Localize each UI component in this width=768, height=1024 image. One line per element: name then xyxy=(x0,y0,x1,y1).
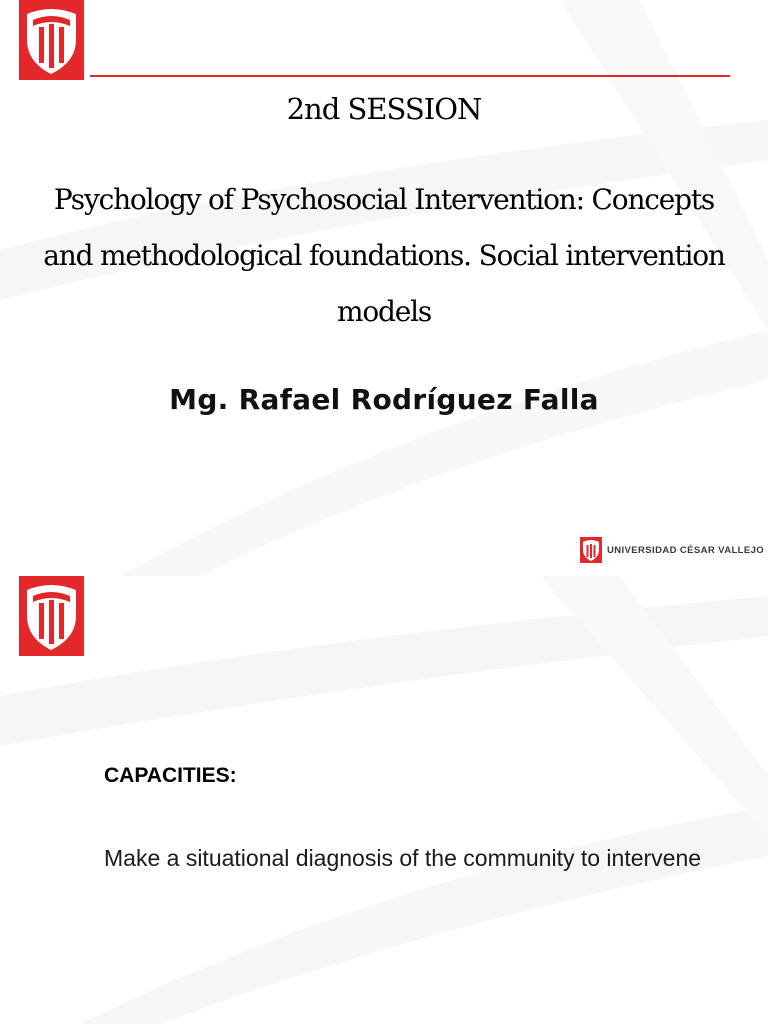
capacities-heading: CAPACITIES: xyxy=(104,764,237,787)
capacities-body: Make a situational diagnosis of the community to intervene xyxy=(104,845,702,871)
ucv-mark-icon xyxy=(580,537,602,563)
slide-title-text: Psychology of Psychosocial Intervention: Concepts and methodological foundations. Social intervention models xyxy=(43,183,725,328)
header-rule xyxy=(90,75,730,77)
brand-name: UNIVERSIDAD CÉSAR VALLEJO xyxy=(607,544,765,556)
session-label: 2nd SESSION xyxy=(286,92,482,126)
ucv-shield-icon xyxy=(19,576,84,656)
ucv-shield-icon xyxy=(19,0,84,80)
author-name: Mg. Rafael Rodríguez Falla xyxy=(169,383,599,416)
brand-logo xyxy=(580,537,764,563)
slide-capacities xyxy=(0,576,768,1024)
background-swoosh xyxy=(0,576,768,1024)
